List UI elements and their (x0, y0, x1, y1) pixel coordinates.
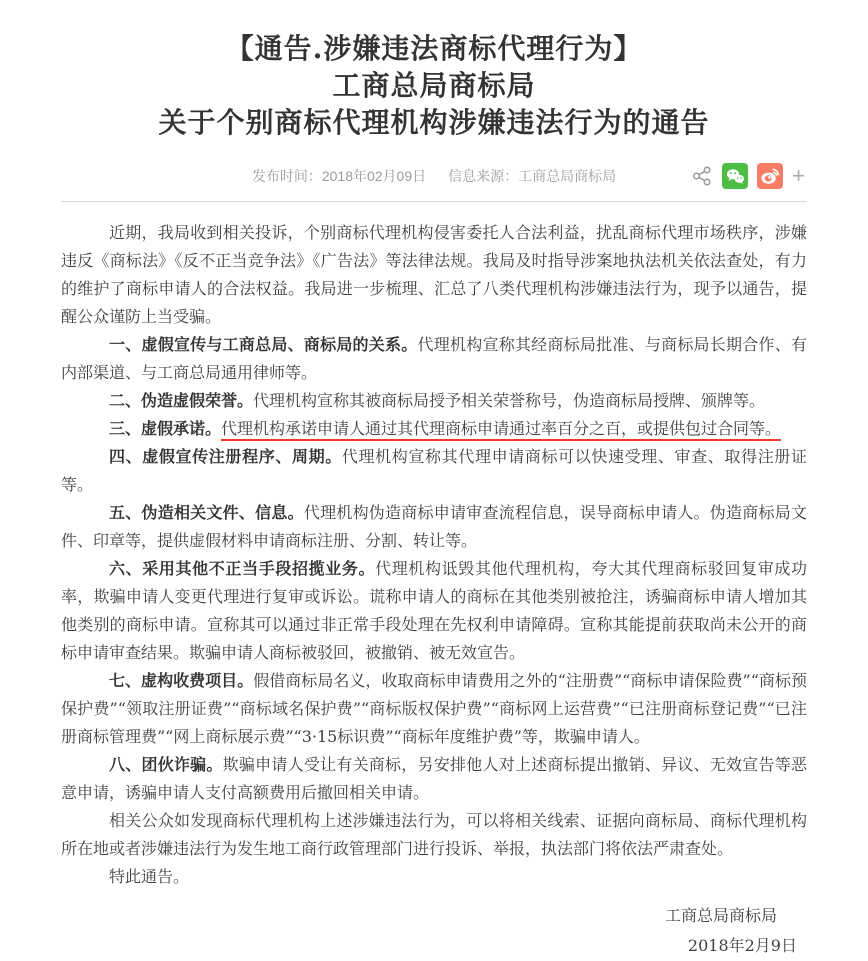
info-source-value: 工商总局商标局 (518, 168, 617, 184)
paragraph: 特此通告。 (109, 867, 190, 886)
article-page (61, 0, 807, 961)
paragraph: 二、伪造虚假荣誉。代理机构宣称其被商标局授予相关荣誉称号，伪造商标局授牌、颁牌等。 (109, 391, 766, 410)
paragraph: 近期，我局收到相关投诉，个别商标代理机构侵害委托人合法利益，扰乱商标代理市场秩序，涉嫌违反《商标法》《反不正当竞争法》《广告法》等法律法规。我局及时指导涉案地执法机关依法查处，有力的维护了商标申请人的合法权益。我局进一步梳理、汇总了八类代理机构涉嫌违法行为，现予以通告，提醒公众谨防上当受骗。 (61, 223, 807, 326)
section-heading: 七、虚构收费项目。 (109, 671, 254, 690)
share-icon[interactable] (691, 165, 713, 187)
page-title (61, 30, 807, 141)
paragraph: 相关公众如发现商标代理机构上述涉嫌违法行为，可以将相关线索、证据向商标局、商标代理机构所在地或者涉嫌违法行为发生地工商行政管理部门进行投诉、举报，执法部门将依法严肃查处。 (61, 811, 807, 858)
more-share-icon[interactable]: + (792, 163, 805, 188)
paragraph: 六、采用其他不正当手段招揽业务。代理机构诋毁其他代理机构，夸大其代理商标驳回复审成功率，欺骗申请人变更代理进行复审或诉讼。谎称申请人的商标在其他类别被抢注，诱骗商标申请人增加其他类别的商标申请。宣称其可以通过非正常手段处理在先权利申请障碍。宣称其能提前获取尚未公开的商标申请审查结果。欺骗申请人商标被驳回，被撤销、被无效宣告。 (61, 559, 807, 662)
page-title-line: 关于个别商标代理机构涉嫌违法行为的通告 (158, 106, 710, 139)
info-source-label: 信息来源： (448, 168, 519, 184)
section-heading: 三、虚假承诺。 (109, 419, 222, 438)
section-heading: 四、虚假宣传注册程序、周期。 (109, 447, 342, 466)
publish-time-label: 发布时间： (251, 168, 322, 184)
paragraph: 七、虚构收费项目。假借商标局名义，收取商标申请费用之外的“注册费”“商标申请保险费”“商标预保护费”“领取注册证费”“商标域名保护费”“商标版权保护费”“商标网上运营费”“已注册商标登记费”“已注册商标管理费”“网上商标展示费”“3·15标识费”“商标年度维护费”等，欺骗申请人。 (61, 671, 807, 746)
section-heading: 八、团伙诈骗。 (109, 755, 223, 774)
meta-row (61, 157, 807, 195)
page-title-line: 【通告.涉嫌违法商标代理行为】 (225, 32, 643, 65)
paragraph (61, 415, 807, 443)
signature-block (61, 901, 807, 961)
section-heading: 一、虚假宣传与工商总局、商标局的关系。 (109, 335, 418, 354)
signature-date: 2018年2月9日 (687, 936, 797, 955)
publish-time-value: 2018年02月09日 (321, 168, 427, 184)
page-title-line: 工商总局商标局 (332, 69, 536, 102)
section-heading: 二、伪造虚假荣誉。 (109, 391, 254, 410)
paragraph: 八、团伙诈骗。欺骗申请人受让有关商标，另安排他人对上述商标提出撤销、异议、无效宣告等恶意申请，诱骗申请人支付高额费用后撤回相关申请。 (61, 755, 807, 802)
red-underlined-text: 代理机构承诺申请人通过其代理商标申请通过率百分之百，或提供包过合同等。 (221, 419, 781, 441)
paragraph: 一、虚假宣传与工商总局、商标局的关系。代理机构宣称其经商标局批准、与商标局长期合作、有内部渠道、与工商总局通用律师等。 (61, 335, 807, 382)
share-bar (691, 163, 805, 189)
article-meta (252, 166, 616, 186)
section-heading: 五、伪造相关文件、信息。 (109, 503, 304, 522)
weibo-icon[interactable] (757, 163, 783, 189)
paragraph: 五、伪造相关文件、信息。代理机构伪造商标申请审查流程信息，误导商标申请人。伪造商标局文件、印章等，提供虚假材料申请商标注册、分割、转让等。 (61, 503, 807, 550)
section-heading: 六、采用其他不正当手段招揽业务。 (109, 559, 376, 578)
paragraph: 四、虚假宣传注册程序、周期。代理机构宣称其代理申请商标可以快速受理、审查、取得注册证等。 (61, 447, 807, 494)
wechat-icon[interactable] (722, 163, 748, 189)
article-body (61, 202, 807, 891)
signature-org: 工商总局商标局 (664, 906, 777, 925)
